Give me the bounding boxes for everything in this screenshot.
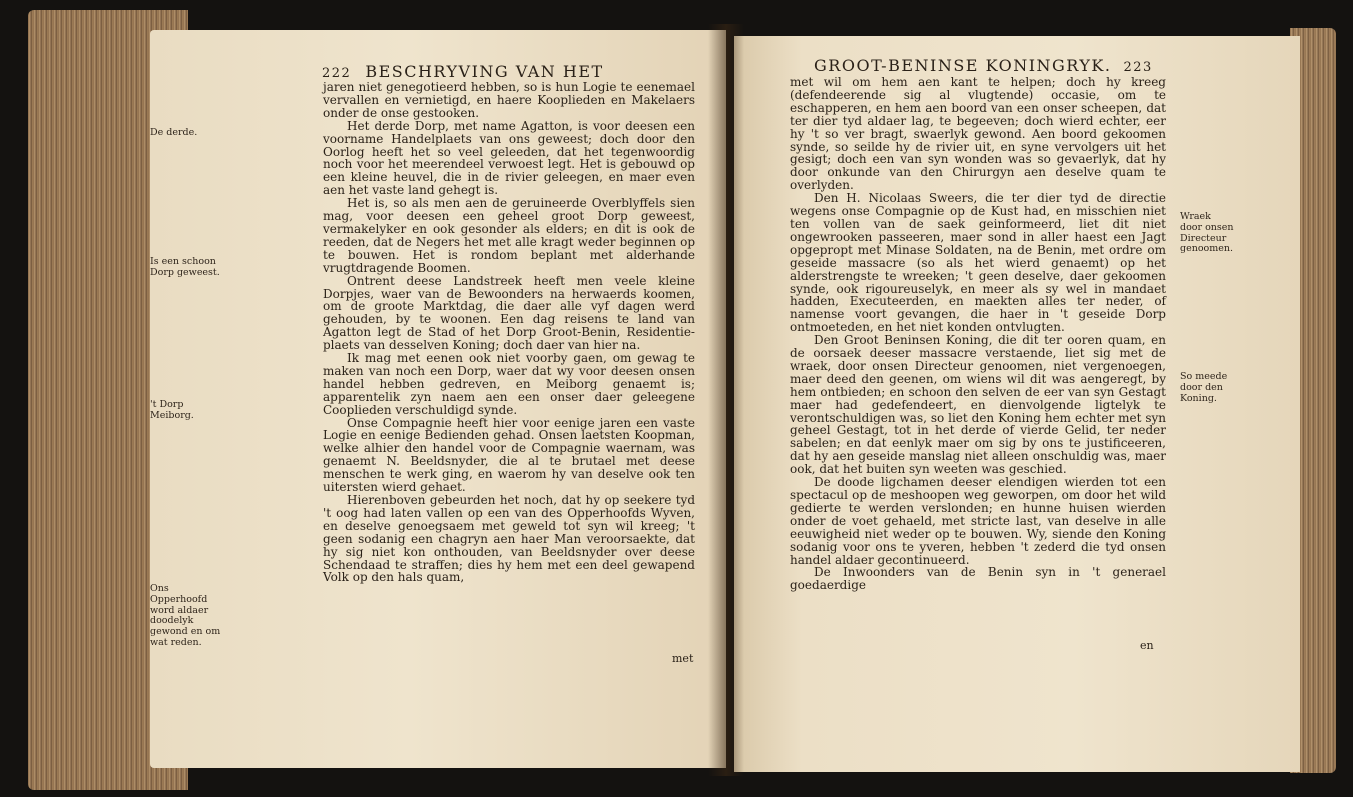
paragraph: De doode ligchamen deeser elendigen wierden tot een spectacul op de meshoopen weg geworpen, om door het wild gedierte te werden verslonden; en hunne huisen wierden onder de voet gehaeld, met stricte last, van deselve in alle eeuwigheid niet weder op te bouwen. Wy, siende den Koning sodanig voor ons te yveren, hebben 't zederd die tyd onsen handel aldaer gecontinueerd. bbox=[790, 475, 1166, 567]
margin-note: Is een schoon Dorp geweest. bbox=[150, 256, 220, 278]
left-page bbox=[150, 30, 726, 768]
left-page-number: 222 bbox=[322, 66, 352, 81]
right-body-text bbox=[790, 76, 1166, 592]
margin-note: Ons Opperhoofd word aldaer doodelyk gewond en om wat reden. bbox=[150, 583, 221, 648]
paragraph: jaren niet genegotieerd hebben, so is hun Logie te eenemael vervallen en vernietigd, en haere Kooplieden en Makelaers onder de onse gestooken. bbox=[323, 80, 695, 120]
paragraph: Het is, so als men aen de geruineerde Overblyffels sien mag, voor deesen een geheel groot Dorp geweest, vermakelyker en ook gesonder als elders; en dit is ook de reeden, dat de Negers het met alle kragt weder beginnen op te bouwen. Het is rondom beplant met alderhande vrugtdragende Boomen. bbox=[323, 196, 695, 275]
paragraph: Ik mag met eenen ook niet voorby gaen, om gewag te maken van noch een Dorp, waer dat wy voor deesen onsen handel hebben gedreven, en Meiborg genaemt is; apparentelik zyn naem aen een onser daer geleegene Cooplieden verschuldigd synde. bbox=[323, 351, 695, 417]
paragraph: De Inwoonders van de Benin syn in 't generael goedaerdige bbox=[790, 565, 1166, 593]
paragraph: Den Groot Beninsen Koning, die dit ter ooren quam, en de oorsaek deeser massacre verstaende, liet sig met de wraek, door onsen Directeur genoomen, niet vergenoegen, maer deed den geenen, om wiens wil dit was aengeregt, by hem ontbieden; en schoon den selven de eer van syn Gestagt maer had gedefendeert, en dienvolgende ligtelyk te verontschuldigen was, so liet den Koning hem echter met syn geheel Gestagt, tot in het derde of vierde Gelid, ter neder sabelen; en dat eenlyk maer om sig by ons te justificeeren, dat hy aen geseide manslag niet alleen onschuldig was, maer ook, dat het buiten syn weeten was geschied. bbox=[790, 333, 1166, 477]
paragraph: Den H. Nicolaas Sweers, die ter dier tyd de directie wegens onse Compagnie op de Kust had, en misschien niet ten vollen van de saek geinformeerd, liet dit niet ongewrooken passeeren, maer sond in aller haest een Jagt opgepropt met Minase Soldaten, na de Benin, met ordre om geseide massacre (so als het wierd genaemt) op het alderstrengste te wreeken; 't geen deselve, daer gekoomen synde, ook rigoureuselyk, en meer als sy wel in mandaet hadden, Executeerden, en maekten alles ter neder, of namense voort gevangen, die haer in 't geseide Dorp ontmoeteden, en het niet konden ontvlugten. bbox=[790, 191, 1166, 335]
paragraph: Onse Compagnie heeft hier voor eenige jaren een vaste Logie en eenige Bedienden gehad. Onsen laetsten Koopman, welke alhier den handel voor de Compagnie waernam, was genaemt N. Beeldsnyder, die al te brutael met deese menschen te werk ging, en waerom hy van deselve ook ten uitersten wierd gehaet. bbox=[323, 415, 695, 495]
paragraph: Het derde Dorp, met name Agatton, is voor deesen een voorname Handelplaets van ons geweest; doch door den Oorlog heeft het so veel geleeden, dat het tegenwoordig noch voor het meerendeel verwoest legt. Het is gebouwd op een kleine heuvel, die in de rivier geleegen, en maer even aen het vaste land gehegt is. bbox=[323, 118, 695, 198]
right-page-number: 223 bbox=[1123, 60, 1153, 75]
margin-note: So meede door den Koning. bbox=[1180, 371, 1228, 404]
paragraph: met wil om hem aen kant te helpen; doch hy kreeg (defendeerende sig al vlugtende) occasie, om te eschapperen, en hem aen boord van een onser scheepen, dat ter dier tyd aldaer lag, te begeeven; doch wierd echter, eer hy 't so ver bragt, swaerlyk gewond. Aen boord gekoomen synde, so seilde hy de rivier uit, en syne vervolgers uit het gesigt; doch een van syn wonden was so gevaerlyk, dat hy door onkunde van den Chirurgyn aen deselve quam te overlyden. bbox=[790, 75, 1166, 193]
right-catchword: en bbox=[1140, 639, 1154, 652]
paragraph: Ontrent deese Landstreek heeft men veele kleine Dorpjes, waer van de Bewoonders na herwaerds koomen, om de groote Marktdag, die daer alle vyf dagen werd gehouden, by te woonen. Een dag reisens te land van Agatton legt de Stad of het Dorp Groot-Benin, Residentie-plaets van desselven Koning; doch daer van hier na. bbox=[323, 273, 695, 353]
margin-note: De derde. bbox=[150, 127, 198, 138]
margin-note: 't Dorp Meiborg. bbox=[150, 399, 194, 421]
left-running-head-title: BESCHRYVING VAN HET bbox=[365, 62, 604, 81]
paragraph: Hierenboven gebeurden het noch, dat hy op seekere tyd 't oog had laten vallen op een van des Opperhoofds Wyven, en deselve genoegsaem met geweld tot syn wil kreeg; 't geen sodanig een chagryn aen haer Man veroorsaekte, dat hy sig niet kon onthouden, van Beeldsnyder over deese Schendaad te straffen; dies hy hem met een deel gewapend Volk op den hals quam, bbox=[323, 493, 695, 585]
book-gutter bbox=[708, 24, 744, 776]
left-running-head bbox=[322, 62, 604, 81]
right-running-head-title: GROOT-BENINSE KONINGRYK. bbox=[814, 56, 1112, 75]
right-page bbox=[734, 36, 1300, 772]
right-running-head bbox=[814, 56, 1153, 75]
margin-note: Wraek door onsen Directeur genoomen. bbox=[1180, 211, 1234, 255]
left-catchword: met bbox=[672, 652, 694, 665]
left-body-text bbox=[323, 81, 695, 584]
